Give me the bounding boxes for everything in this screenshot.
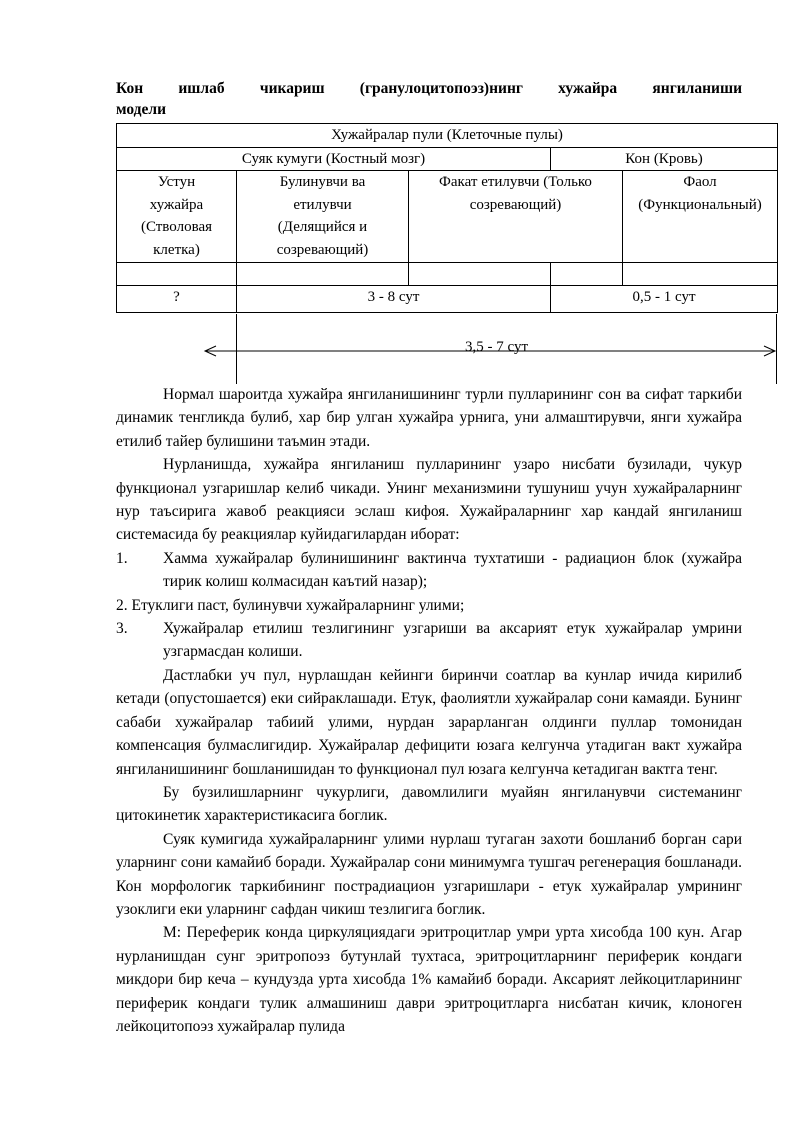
list-item-text: Хужайралар етилиш тезлигининг узгариши ва аксарият етук хужайралар умрини узгармасдан колиши. <box>163 620 742 661</box>
empty-cell <box>551 263 623 286</box>
stem-line: хужайра <box>149 196 204 213</box>
time-stem-cell: ? <box>117 286 237 313</box>
time-bone-marrow: 3 - 8 сут <box>237 286 551 313</box>
body-text <box>116 383 742 1038</box>
paragraph: Суяк кумигида хужайраларнинг улими нурлаш тугаган захоти бошланиб борган сари уларнинг сони камайиб боради. Хужайралар сони минимумга тушгач регенерация бошланади. Кон морфологик таркибининг пострадиацион узгаришлари - етук хужайралар умрининг узоклиги еки уларнинг сафдан чикиш тезлигига боглик. <box>116 830 742 918</box>
empty-cell <box>623 263 778 286</box>
page-title-continued: модели <box>116 101 167 118</box>
list-item <box>116 547 742 594</box>
dividing-line: етилувчи <box>293 196 352 213</box>
header-blood: Кон (Кровь) <box>551 147 778 171</box>
paragraph: Дастлабки уч пул, нурлашдан кейинги биринчи соатлар ва кунлар ичида кирилиб кетади (опустошается) еки сийраклашади. Етук, фаолиятли хужайралар сони камаяди. Бунинг сабаби хужайралар табиий улими, нурдан зарарланган олдинги пуллар томонидан компенсация булмаслигидир. Хужайралар дефицити юзага келгунча утадиган вакт хужайра янгиланишининг бошланишидан то функционал пул юзага келгунча кетадиган вактга тенг. <box>116 666 742 778</box>
time-blood: 0,5 - 1 сут <box>551 286 778 313</box>
stem-line: Устун <box>157 174 196 190</box>
header-bone-marrow: Суяк кумуги (Костный мозг) <box>117 147 551 171</box>
page-title: Кон ишлаб чикариш (гранулоцитопоэз)нинг хужайра янгиланиши <box>116 80 742 97</box>
empty-cell <box>117 263 237 286</box>
dividing-line: созревающий) <box>276 241 369 258</box>
column-functional <box>623 171 778 263</box>
column-dividing-maturing <box>237 171 409 263</box>
empty-cell <box>409 263 551 286</box>
list-item-number: 1. <box>116 549 128 567</box>
maturing-line: Факат етилувчи (Только <box>439 174 592 190</box>
stem-line: клетка) <box>153 241 200 258</box>
functional-line: Фаол <box>683 174 717 190</box>
paragraph: Нурланишда, хужайра янгиланиш пулларининг узаро нисбати бузилади, чукур функционал узгаришлар келиб чикади. Унинг механизмини тушуниш учун хужайраларнинг нур таъсирига жавоб реакцияси эслаш кифоя. Хужайраларнинг хар кандай янгиланиш системасида бу реакциялар куйидагилардан иборат: <box>116 456 742 544</box>
paragraph: Бу бузилишларнинг чукурлиги, давомлилиги муайян янгиланувчи системанинг цитокинетик характеристикасига боглик. <box>116 783 742 825</box>
column-stem-cell <box>117 171 237 263</box>
stem-line: (Стволовая <box>140 219 213 235</box>
paragraph: М: Переферик конда циркуляциядаги эритроцитлар умри урта хисобда 100 кун. Агар нурланишдан сунг эритропоэз бутунлай тухтаса, эритроцитларнинг периферик кондаги микдори бир кеча – кундузда урта хисобда 1% камайиб боради. Аксарият лейкоцитларининг периферик кондаги тулик алмашиниш даври эритроцитларга нисбатан кичик, клоноген лейкоцитопоэз хужайралар пулида <box>116 924 742 1035</box>
timeline-duration-label: 3,5 - 7 сут <box>465 339 529 355</box>
empty-cell <box>237 263 409 286</box>
list-item-text: Хамма хужайралар булинишининг вактинча тухтатиши - радиацион блок (хужайра тирик колиш колмасидан каътий назар); <box>163 549 742 591</box>
list-item <box>116 617 742 664</box>
paragraph: Нормал шароитда хужайра янгиланишининг турли пулларининг сон ва сифат таркиби динамик тенгликда булиб, хар бир улган хужайра урнига, уни алмаштирувчи, янги хужайра етилиб тайер булишини таъмин этади. <box>116 386 742 450</box>
maturing-line: созревающий) <box>469 196 562 213</box>
list-item: 2. Етуклиги паст, булинувчи хужайраларнинг улими; <box>116 596 465 614</box>
column-only-maturing <box>409 171 623 263</box>
cell-pools-table <box>116 123 778 313</box>
header-cell-pools: Хужайралар пули (Клеточные пулы) <box>117 124 778 148</box>
dividing-line: (Делящийся и <box>277 219 368 235</box>
list-item-number: 3. <box>116 620 128 638</box>
functional-line: (Функциональный) <box>638 196 762 213</box>
dividing-line: Булинувчи ва <box>279 174 366 190</box>
